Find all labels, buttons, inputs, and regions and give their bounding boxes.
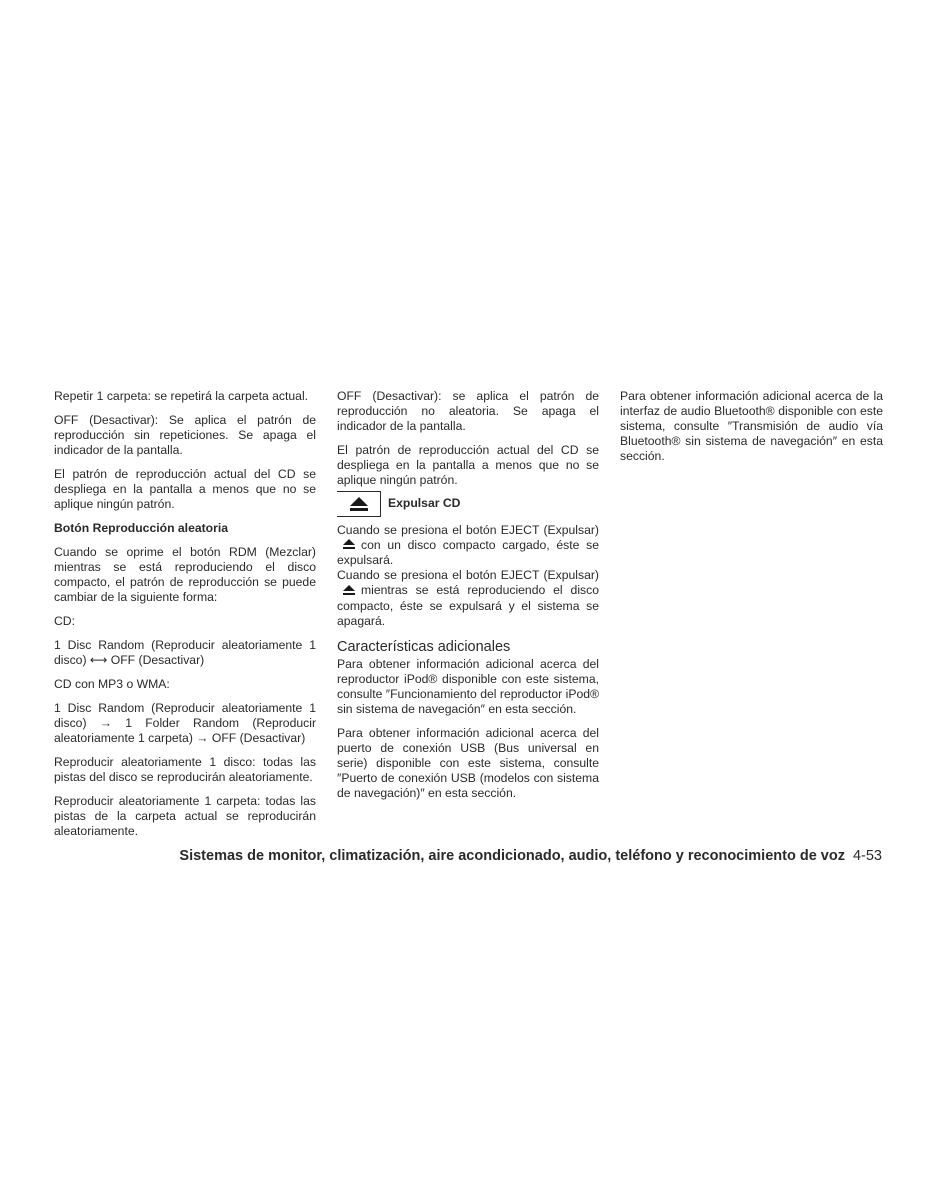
eject-icon [343, 538, 355, 553]
paragraph-pattern-display: El patrón de reproducción actual del CD se despliega en la pantalla a menos que no se aplique ningún patrón. [54, 467, 316, 511]
eject-text-b: con un disco compacto cargado, éste se expulsará. [337, 538, 599, 568]
section-title-additional: Características adicionales [337, 638, 511, 655]
paragraph-mp3-label: CD con MP3 o WMA: [54, 677, 170, 691]
eject-icon [343, 584, 355, 599]
paragraph-cd-sequence: 1 Disc Random (Reproducir aleatoriamente 1 disco) ⟷ OFF (Desactivar) [54, 638, 316, 667]
footer-chapter-title: Sistemas de monitor, climatización, aire acondicionado, audio, teléfono y reconocimiento de voz [179, 848, 845, 864]
eject-heading: Expulsar CD [388, 495, 461, 510]
column-1 [54, 389, 316, 848]
paragraph-usb: Para obtener información adicional acerca del puerto de conexión USB (Bus universal en serie) disponible con este sistema, consulte ″Puerto de conexión USB (modelos con sistema de navegación)″ en esta sección. [337, 725, 599, 800]
eject-icon [349, 496, 369, 512]
paragraph-mp3-sequence: 1 Disc Random (Reproducir aleatoriamente 1 disco) → 1 Folder Random (Reproducir aleatoriamente 1 carpeta) → OFF (Desactivar) [54, 701, 316, 745]
paragraph-ipod: Para obtener información adicional acerca del reproductor iPod® disponible con este sistema, consulte ″Funcionamiento del reproductor iPod® sin sistema de navegación″ en esta sección. [337, 656, 599, 716]
paragraph-repeat-folder: Repetir 1 carpeta: se repetirá la carpeta actual. [54, 389, 309, 403]
paragraph-random-folder: Reproducir aleatoriamente 1 carpeta: todas las pistas de la carpeta actual se reproducirán aleatoriamente. [54, 794, 316, 838]
eject-text-a: Cuando se presiona el botón EJECT (Expulsar) [337, 523, 599, 537]
eject-text-d: mientras se está reproduciendo el disco compacto, éste se expulsará y el sistema se apagará. [337, 583, 599, 628]
paragraph-cd-label: CD: [54, 614, 75, 628]
eject-icon-box [337, 491, 381, 517]
paragraph-random-disc: Reproducir aleatoriamente 1 disco: todas las pistas del disco se reproducirán aleatoriamente. [54, 755, 316, 784]
paragraph-off-repeat: OFF (Desactivar): Se aplica el patrón de reproducción sin repeticiones. Se apaga el indicador de la pantalla. [54, 413, 316, 457]
eject-heading-block [337, 497, 599, 517]
eject-text-c: Cuando se presiona el botón EJECT (Expulsar) [337, 568, 599, 583]
paragraph-pattern-display-2: El patrón de reproducción actual del CD se despliega en la pantalla a menos que no se aplique ningún patrón. [337, 443, 599, 487]
page-number: 4-53 [852, 848, 882, 864]
paragraph-eject-playing [337, 568, 599, 628]
page-footer [179, 848, 882, 864]
column-3 [620, 389, 883, 473]
column-2 [337, 389, 599, 810]
paragraph-eject-loaded [337, 523, 599, 568]
paragraph-rdm: Cuando se oprime el botón RDM (Mezclar) mientras se está reproduciendo el disco compacto, el patrón de reproducción se puede cambiar de la siguiente forma: [54, 545, 316, 604]
paragraph-bluetooth: Para obtener información adicional acerca de la interfaz de audio Bluetooth® disponible con este sistema, consulte ″Transmisión de audio vía Bluetooth® sin sistema de navegación″ en esta sección. [620, 389, 883, 463]
paragraph-off-random: OFF (Desactivar): se aplica el patrón de reproducción no aleatoria. Se apaga el indicador de la pantalla. [337, 389, 599, 433]
heading-random-button: Botón Reproducción aleatoria [54, 521, 229, 535]
